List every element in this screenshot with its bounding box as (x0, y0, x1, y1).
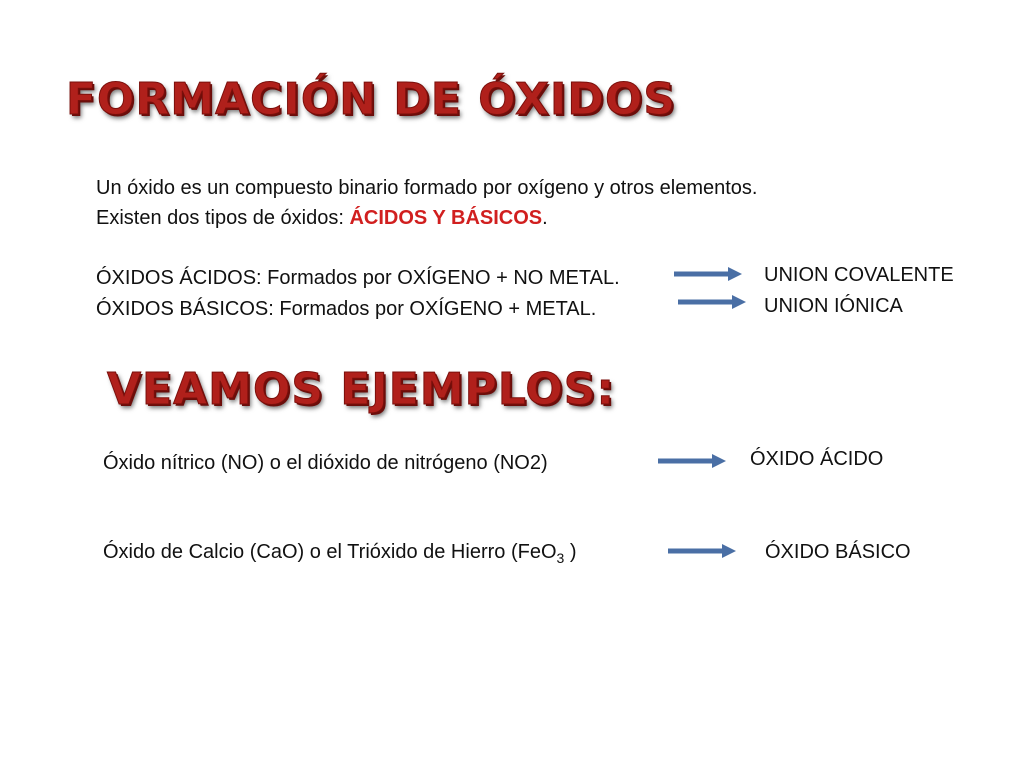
covalent-bond-label: UNION COVALENTE (764, 264, 954, 286)
example-2-subscript: 3 (556, 550, 565, 566)
example-2-text (103, 537, 577, 568)
right-arrow-icon (666, 541, 738, 561)
intro-line-2-prefix: Existen dos tipos de óxidos: (96, 207, 350, 229)
intro-line-2-suffix: . (542, 207, 548, 229)
example-2-result: ÓXIDO BÁSICO (765, 541, 911, 563)
page-title: FORMACIÓN DE ÓXIDOS (66, 74, 677, 125)
oxide-types-highlight: ÁCIDOS Y BÁSICOS (349, 207, 543, 229)
example-1-text: Óxido nítrico (NO) o el dióxido de nitrógeno (NO2) (103, 452, 548, 474)
example-2-text-before: Óxido de Calcio (CaO) o el Trióxido de Hierro (FeO (103, 541, 557, 563)
basic-oxides-definition: ÓXIDOS BÁSICOS: Formados por OXÍGENO + METAL. (96, 298, 597, 320)
intro-line-2 (96, 203, 548, 233)
ionic-bond-label: UNION IÓNICA (764, 295, 903, 317)
example-2-text-after: ) (564, 541, 577, 563)
right-arrow-icon (656, 451, 728, 471)
example-1-result: ÓXIDO ÁCIDO (750, 448, 884, 470)
acid-oxides-definition: ÓXIDOS ÁCIDOS: Formados por OXÍGENO + NO METAL. (96, 267, 620, 289)
right-arrow-icon (672, 264, 744, 284)
intro-line-1: Un óxido es un compuesto binario formado por oxígeno y otros elementos. (96, 177, 758, 199)
examples-title: VEAMOS EJEMPLOS: (107, 364, 616, 415)
right-arrow-icon (676, 292, 748, 312)
